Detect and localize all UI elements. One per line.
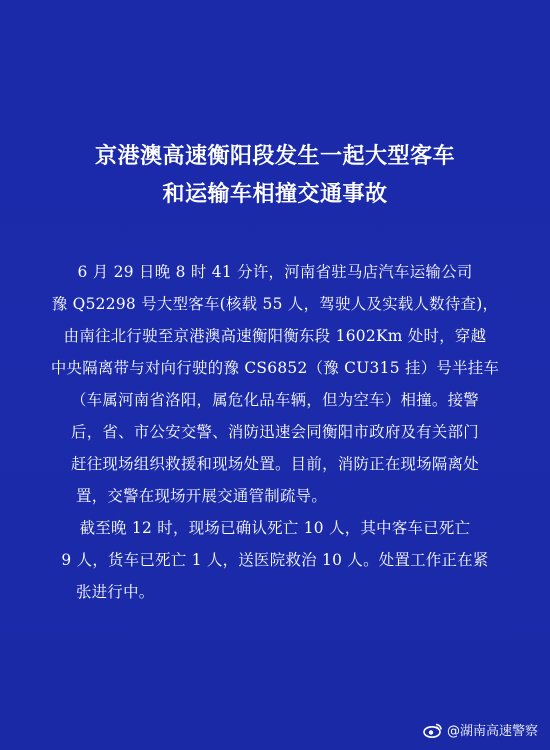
body-line: （车属河南省洛阳，属危化品车辆，但为空车）相撞。接警 [71,391,479,409]
watermark [423,720,538,739]
body-line: 中央隔离带与对向行驶的豫 CS6852（豫 CU315 挂）号半挂车 [50,359,500,377]
body-line: 9 人，货车已死亡 1 人，送医院救治 10 人。处置工作正在紧 [61,551,489,569]
weibo-icon [423,722,443,738]
body-line: 后，省、市公安交警、消防迅速会同衡阳市政府及有关部门 [71,423,479,441]
headline-line-1: 京港澳高速衡阳段发生一起大型客车 [94,144,455,169]
body-line: 豫 Q52298 号大型客车(核载 55 人，驾驶人及实载人数待查)， [51,295,499,313]
watermark-label[interactable]: @湖南高速警察 [446,724,538,739]
body-line: 6 月 29 日晚 8 时 41 分许，河南省驻马店汽车运输公司 [77,263,473,281]
headline-line-2: 和运输车相撞交通事故 [162,182,388,207]
body-line: 张进行中。 [76,583,155,601]
body-line: 置，交警在现场开展交通管制疏导。 [76,487,328,505]
body-line: 截至晚 12 时，现场已确认死亡 10 人，其中客车已死亡 [79,519,471,537]
body-line: 赶往现场组织救援和现场处置。目前，消防正在现场隔离处 [71,455,479,473]
body-line: 由南往北行驶至京港澳高速衡阳衡东段 1602Km 处时，穿越 [63,327,487,345]
